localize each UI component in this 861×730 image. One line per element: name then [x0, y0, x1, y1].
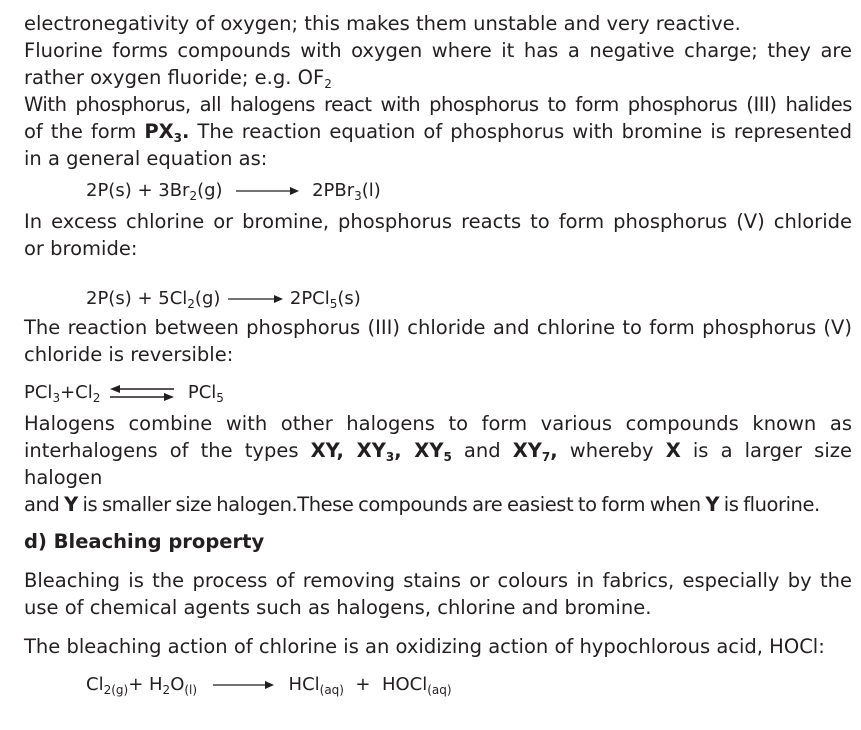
subscript: 2 [187, 297, 195, 311]
paragraph-interhalogens-end [24, 491, 852, 518]
equation-lhs [86, 284, 220, 314]
equation-text: 2PCl [289, 288, 330, 309]
reaction-arrow-icon [228, 293, 284, 305]
subscript: (l) [184, 683, 198, 697]
paragraph-interhalogens-types [24, 437, 852, 491]
text-fragment: The reaction equation of phosphorus with bromine is represented [189, 120, 852, 143]
reaction-arrow-icon [234, 185, 300, 197]
text-fragment: is smaller size halogen.These compounds are easiest to form when [77, 493, 706, 516]
text-fragment: and [451, 439, 513, 462]
text-line: Halogens combine with other halogens to form various compounds known as [24, 412, 852, 435]
formula-text: XY, XY [310, 439, 386, 462]
paragraph-fluorine-oxygen-cont [24, 64, 852, 91]
paragraph-interhalogens [24, 410, 852, 437]
subscript: 5 [329, 297, 338, 311]
text-line: or bromide: [24, 237, 138, 260]
text-line: electronegativity of oxygen; this makes them unstable and very reactive. [24, 12, 741, 35]
paragraph-excess-chlorine [24, 208, 852, 235]
formula-text: Y [705, 493, 720, 516]
text-line: The bleaching action of chlorine is an oxidizing action of hypochlorous acid, HOCl: [24, 635, 825, 658]
formula-text: , XY [394, 439, 444, 462]
equation-text: O [170, 674, 185, 695]
equation-text: +Cl [60, 382, 93, 403]
subscript: 3 [385, 450, 395, 464]
text-line: The reaction between phosphorus (III) chloride and chlorine to form phosphorus (V) [24, 316, 852, 339]
paragraph-fluorine-oxygen [24, 37, 852, 64]
equation-rhs [188, 378, 224, 408]
paragraph-phosphorus-halides-end [24, 145, 852, 172]
paragraph-bleaching-action [24, 633, 852, 660]
paragraph-excess-chlorine-end [24, 235, 852, 262]
subscript: 2(g) [103, 683, 129, 697]
subscript: (aq) [427, 683, 452, 697]
formula-text: , [550, 439, 558, 462]
equation-text: 2P(s) + 3Br [86, 180, 190, 201]
subscript: (aq) [319, 683, 344, 697]
text-line: rather oxygen fluoride; e.g. OF [24, 66, 325, 89]
text-fragment: is a larger size halogen [24, 439, 852, 489]
formula-px3 [144, 120, 189, 143]
text-line: In excess chlorine or bromine, phosphorus reacts to form phosphorus (V) chloride [24, 210, 852, 233]
paragraph-phosphorus-halides-cont [24, 118, 852, 145]
equation-rhs [312, 176, 381, 206]
equation-pcl3-equilibrium [24, 378, 852, 408]
formula-text: X [665, 439, 681, 462]
subscript: 3 [52, 391, 61, 405]
paragraph-bleaching-definition-end [24, 594, 852, 621]
subscript: 2 [324, 77, 332, 91]
equation-text: PCl [24, 382, 53, 403]
section-heading-bleaching: d) Bleaching property [24, 530, 265, 553]
text-fragment: interhalogens of the types [24, 439, 311, 462]
paragraph-bleaching-definition [24, 567, 852, 594]
equation-text: + HOCl [343, 674, 428, 695]
equation-rhs [289, 670, 452, 700]
equation-text: Cl [86, 674, 104, 695]
equation-text: (s) [337, 288, 361, 309]
subscript: 3 [173, 131, 182, 145]
subscript: 7 [541, 450, 551, 464]
subscript: 2 [189, 189, 198, 203]
formula-text: XY [512, 439, 542, 462]
equation-text: 2PBr [312, 180, 355, 201]
text-line: in a general equation as: [24, 147, 268, 170]
text-fragment: is fluorine. [719, 493, 820, 516]
paragraph-phosphorus-halides [24, 91, 852, 118]
reaction-arrow-icon [211, 679, 275, 691]
text-line: chloride is reversible: [24, 343, 234, 366]
formula-text: . [182, 120, 190, 143]
subscript: 3 [354, 189, 362, 203]
equation-rhs [290, 284, 361, 314]
equation-phosphorus-bromine [24, 176, 852, 206]
text-fragment: and [24, 493, 65, 516]
equation-lhs [86, 670, 197, 700]
subscript: 5 [216, 391, 224, 405]
text-line: Fluorine forms compounds with oxygen where it has a negative charge; they are [24, 39, 852, 62]
equation-chlorine-water [24, 670, 852, 700]
paragraph-oxygen-reactivity [24, 10, 852, 37]
paragraph-reversible-reaction [24, 314, 852, 341]
equation-text: (g) [197, 180, 223, 201]
subscript: 5 [443, 450, 452, 464]
subscript: 2 [92, 391, 101, 405]
equation-lhs [86, 176, 223, 206]
equation-text: PCl [187, 382, 217, 403]
text-line: use of chemical agents such as halogens, chlorine and bromine. [24, 596, 652, 619]
text-line: With phosphorus, all halogens react with phosphorus to form phosphorus (III) halides [24, 93, 852, 116]
equation-text: + H [128, 674, 163, 695]
equation-text: (g) [194, 288, 221, 309]
formula-text: Y [64, 493, 78, 516]
text-fragment: of the form [24, 120, 145, 143]
equation-text: (l) [361, 180, 381, 201]
equation-text: HCl [288, 674, 320, 695]
equilibrium-arrow-icon [108, 385, 176, 401]
subscript: 2 [162, 683, 171, 697]
equation-phosphorus-chlorine [24, 284, 852, 314]
paragraph-reversible-reaction-end [24, 341, 852, 368]
equation-lhs [24, 378, 100, 408]
equation-text: 2P(s) + 5Cl [86, 288, 188, 309]
document-page [24, 10, 852, 700]
formula-text: PX [144, 120, 174, 143]
text-fragment: whereby [557, 439, 666, 462]
text-line: Bleaching is the process of removing stains or colours in fabrics, especially by the [24, 569, 852, 592]
